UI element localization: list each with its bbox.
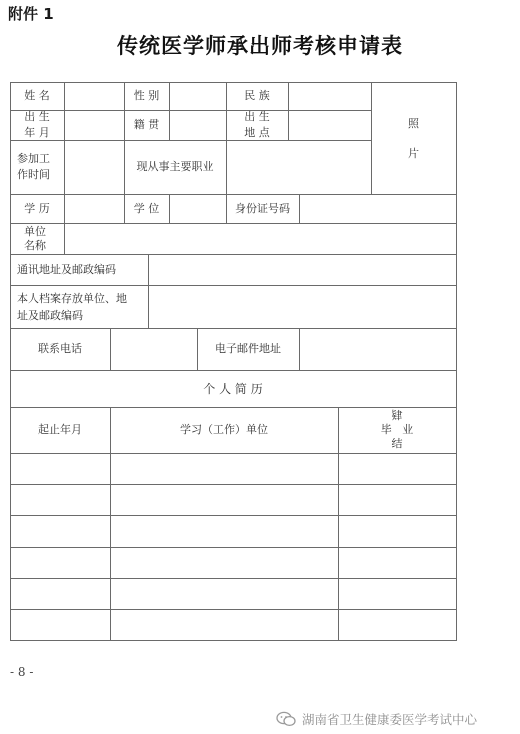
col-border xyxy=(169,194,170,223)
col-border xyxy=(64,194,65,223)
row-border xyxy=(10,640,457,641)
employer-label: 单位 名称 xyxy=(24,224,46,252)
birth-place-label: 出 生 地 点 xyxy=(244,110,270,139)
work-start-label: 参加工 作时间 xyxy=(17,152,50,181)
wechat-icon xyxy=(276,711,296,727)
col-border xyxy=(64,82,65,140)
col-border xyxy=(169,82,170,140)
mailing-address-label: 通讯地址及邮政编码 xyxy=(17,262,116,276)
form-title: 传统医学师承出师考核申请表 xyxy=(117,34,403,58)
resume-col-unit: 学习（工作）单位 xyxy=(180,423,268,436)
degree-label: 学 位 xyxy=(133,201,160,215)
col-border xyxy=(64,223,65,254)
col-border xyxy=(456,82,457,641)
gender-label: 性 别 xyxy=(133,89,160,102)
watermark xyxy=(276,710,477,728)
row-border xyxy=(10,223,457,224)
row-border xyxy=(10,547,457,548)
email-label: 电子邮件地址 xyxy=(215,342,281,355)
current-job-label: 现从事主要职业 xyxy=(136,160,214,173)
attachment-label: 附件 1 xyxy=(8,5,54,23)
col-border xyxy=(299,328,300,370)
ethnicity-label: 民 族 xyxy=(244,89,270,102)
row-border xyxy=(10,515,457,516)
row-border xyxy=(10,484,457,485)
col-border xyxy=(226,140,227,194)
resume-heading: 个 人 简 历 xyxy=(203,381,263,396)
photo-box: 照 片 xyxy=(408,116,419,160)
phone-label: 联系电话 xyxy=(38,342,82,355)
birth-date-label: 出 生 年 月 xyxy=(24,110,50,139)
row-border xyxy=(10,453,457,454)
education-label: 学 历 xyxy=(24,201,50,215)
page-number: - 8 - xyxy=(10,665,34,679)
col-border xyxy=(110,328,111,370)
col-border xyxy=(299,194,300,223)
watermark-text: 湖南省卫生健康委医学考试中心 xyxy=(302,712,478,727)
native-place-label: 籍 贯 xyxy=(133,118,160,131)
id-number-label: 身份证号码 xyxy=(235,201,290,215)
name-label: 姓 名 xyxy=(24,89,50,102)
resume-col-period: 起止年月 xyxy=(38,423,82,436)
col-border xyxy=(64,140,65,194)
row-border xyxy=(10,609,457,610)
archive-address-label: 本人档案存放单位、地 址及邮政编码 xyxy=(17,291,127,322)
resume-col-testimony: 肄 毕 业 结 xyxy=(380,409,414,450)
col-border xyxy=(288,82,289,140)
col-border xyxy=(148,254,149,328)
row-border xyxy=(10,578,457,579)
